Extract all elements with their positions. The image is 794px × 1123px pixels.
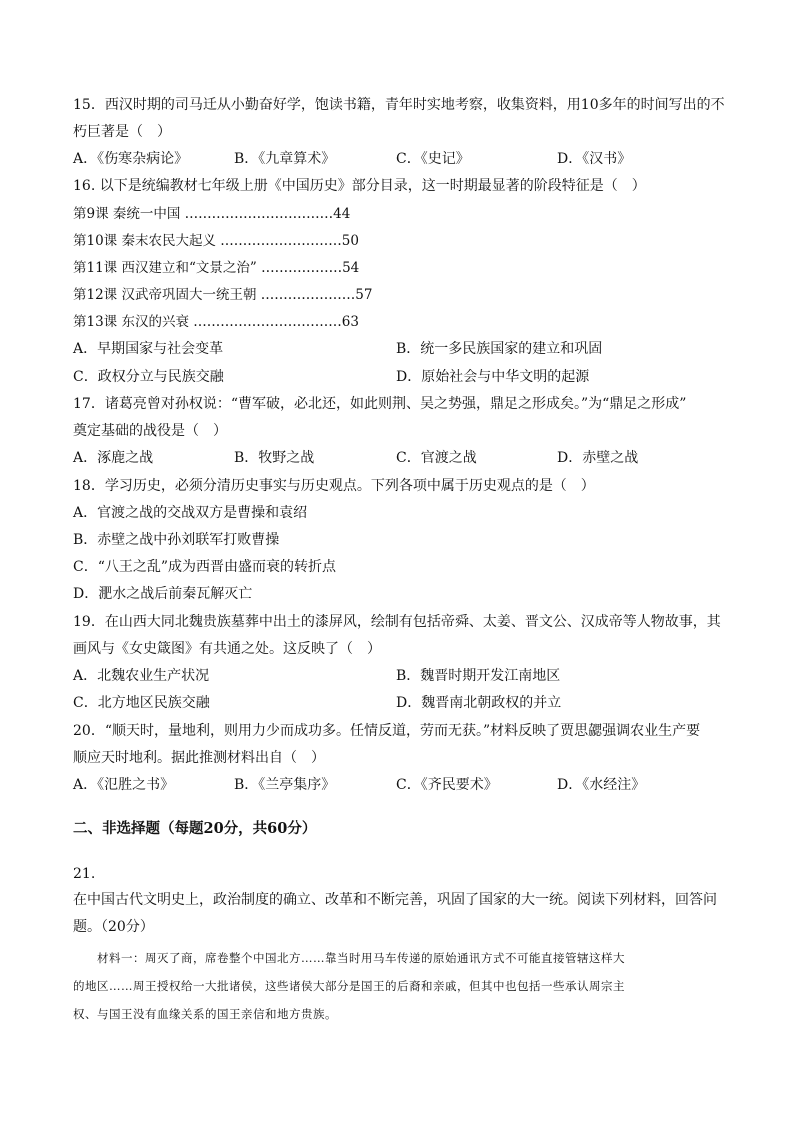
q18-option-b: B．赤壁之战中孙刘联军打败曹操 [73, 532, 280, 548]
q20-option-a: A．《氾胜之书》 [73, 777, 175, 793]
q18-stem: 18．学习历史，必须分清历史事实与历史观点。下列各项中属于历史观点的是（ ） [73, 478, 595, 494]
q20-option-d: D．《水经注》 [557, 777, 646, 793]
q16-toc-item: 第10课 秦末农民大起义 ………………………50 [73, 233, 359, 249]
q16-option-a: A．早期国家与社会变革 [73, 341, 224, 357]
q16-option-c: C．政权分立与民族交融 [73, 369, 224, 385]
q16-toc-item: 第12课 汉武帝巩固大一统王朝 …………………57 [73, 287, 373, 303]
q15-stem-line1: 15．西汉时期的司马迁从小勤奋好学，饱读书籍，青年时实地考察，收集资料，用10多年的时间写出的不 [73, 97, 725, 113]
q15-option-d: D．《汉书》 [557, 151, 632, 167]
q19-stem-line2: 画风与《女史箴图》有共通之处。这反映了（ ） [73, 641, 381, 657]
material-line: 权、与国王没有血缘关系的国王亲信和地方贵族。 [73, 1007, 337, 1021]
q21-material-block [73, 944, 723, 1028]
q18-option-a: A．官渡之战的交战双方是曹操和袁绍 [73, 505, 308, 521]
q19-option-c: C．北方地区民族交融 [73, 695, 210, 711]
q19-option-a: A．北魏农业生产状况 [73, 668, 210, 684]
q16-stem: 16. 以下是统编教材七年级上册《中国历史》部分目录，这一时期最显著的阶段特征是（ ） [73, 178, 646, 194]
q20-stem-line1: 20．“顺天时，量地利，则用力少而成功多。任情反道，劳而无获。”材料反映了贾思勰强调农业生产要 [73, 723, 701, 739]
q21-stem-line2: 题。（20分） [73, 919, 154, 935]
material-line: 的地区……周王授权给一大批诸侯，这些诸侯大部分是国王的后裔和亲戚，但其中也包括一些承认周宗主 [73, 979, 625, 993]
q17-option-b: B．牧野之战 [234, 450, 315, 466]
q16-toc-item: 第11课 西汉建立和“文景之治” ………………54 [73, 260, 360, 276]
q17-stem-line1: 17．诸葛亮曾对孙权说：“曹军破，必北还，如此则荆、吴之势强，鼎足之形成矣。”为“鼎足之形成” [73, 396, 687, 412]
q15-stem-line2: 朽巨著是（ ） [73, 124, 171, 140]
q15-option-a: A．《伤寒杂病论》 [73, 151, 189, 167]
section-title: 二、非选择题（每题20分，共60分） [73, 820, 317, 837]
q19-option-d: D．魏晋南北朝政权的并立 [396, 695, 562, 711]
q16-toc-item: 第13课 东汉的兴衰 ……………………………63 [73, 314, 359, 330]
q16-toc-item: 第9课 秦统一中国 ……………………………44 [73, 206, 351, 222]
q19-option-b: B．魏晋时期开发江南地区 [396, 668, 561, 684]
q17-option-d: D．赤壁之战 [557, 450, 639, 466]
q20-option-c: C．《齐民要术》 [396, 777, 498, 793]
q18-option-d: D．淝水之战后前秦瓦解灭亡 [73, 586, 253, 602]
q16-option-b: B．统一多民族国家的建立和巩固 [396, 341, 603, 357]
q17-option-c: C．官渡之战 [396, 450, 477, 466]
material-line: 材料一：周灭了商，席卷整个中国北方……靠当时用马车传递的原始通讯方式不可能直接管辖这样大 [97, 951, 625, 965]
q15-option-c: C．《史记》 [396, 151, 470, 167]
q21-stem-line1: 在中国古代文明史上，政治制度的确立、改革和不断完善，巩固了国家的大一统。阅读下列材料，回答问 [73, 892, 717, 908]
q20-stem-line2: 顺应天时地利。据此推测材料出自（ ） [73, 750, 325, 766]
q15-option-b: B．《九章算术》 [234, 151, 336, 167]
q19-stem-line1: 19．在山西大同北魏贵族墓葬中出土的漆屏风，绘制有包括帝舜、太姜、晋文公、汉成帝等人物故事，其 [73, 614, 721, 630]
q17-option-a: A．涿鹿之战 [73, 450, 154, 466]
q17-stem-line2: 奠定基础的战役是（ ） [73, 423, 227, 439]
q20-option-b: B．《兰亭集序》 [234, 777, 336, 793]
q18-option-c: C．“八王之乱”成为西晋由盛而衰的转折点 [73, 559, 337, 575]
q21-number: 21. [73, 866, 96, 882]
q16-option-d: D．原始社会与中华文明的起源 [396, 369, 590, 385]
